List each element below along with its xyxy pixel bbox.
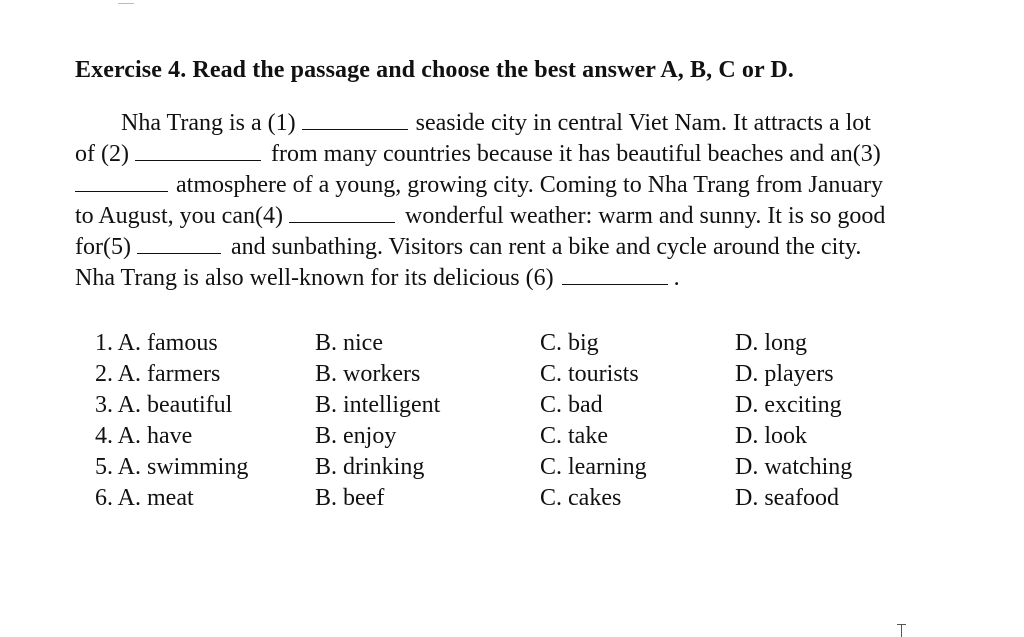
option-d: D. exciting <box>735 392 842 418</box>
option-d: D. watching <box>735 454 853 480</box>
option-a: 6. A. meat <box>95 485 194 511</box>
passage-text: of (2) <box>75 141 129 167</box>
passage-line-1 <box>75 108 990 139</box>
answer-blank-1 <box>302 109 408 130</box>
exercise-title: Exercise 4. Read the passage and choose the best answer A, B, C or D. <box>75 57 794 83</box>
question-row-6 <box>95 485 955 516</box>
question-row-1 <box>95 330 955 361</box>
option-b: B. enjoy <box>315 423 397 449</box>
option-a: 2. A. farmers <box>95 361 221 387</box>
page-edge-mark <box>118 0 134 4</box>
option-c: C. big <box>540 330 599 356</box>
passage-line-6 <box>75 263 990 294</box>
text-cursor-icon <box>897 622 907 637</box>
passage-text: atmosphere of a young, growing city. Coming to Nha Trang from January <box>176 172 884 198</box>
answer-options-list <box>95 330 955 516</box>
option-a: 4. A. have <box>95 423 193 449</box>
option-d: D. players <box>735 361 834 387</box>
option-b: B. drinking <box>315 454 425 480</box>
answer-blank-4 <box>289 202 395 223</box>
reading-passage <box>75 108 990 294</box>
option-c: C. learning <box>540 454 647 480</box>
passage-line-4 <box>75 201 990 232</box>
option-b: B. workers <box>315 361 421 387</box>
passage-line-2 <box>75 139 990 170</box>
option-b: B. beef <box>315 485 385 511</box>
passage-text: and sunbathing. Visitors can rent a bike and cycle around the city. <box>230 234 862 260</box>
passage-line-5 <box>75 232 990 263</box>
option-c: C. cakes <box>540 485 622 511</box>
option-a: 5. A. swimming <box>95 454 249 480</box>
answer-blank-3 <box>75 171 168 192</box>
answer-blank-2 <box>135 140 261 161</box>
option-b: B. nice <box>315 330 383 356</box>
option-d: D. seafood <box>735 485 839 511</box>
passage-text: from many countries because it has beautiful beaches and an(3) <box>270 141 881 167</box>
passage-text: . <box>673 265 680 291</box>
passage-line-3 <box>75 170 990 201</box>
answer-blank-5 <box>137 233 221 254</box>
option-c: C. tourists <box>540 361 639 387</box>
option-a: 3. A. beautiful <box>95 392 233 418</box>
answer-blank-6 <box>562 264 668 285</box>
option-c: C. bad <box>540 392 603 418</box>
passage-text: Nha Trang is a (1) <box>121 110 296 136</box>
option-b: B. intelligent <box>315 392 441 418</box>
option-c: C. take <box>540 423 608 449</box>
option-d: D. look <box>735 423 807 449</box>
passage-text: wonderful weather: warm and sunny. It is so good <box>404 203 886 229</box>
passage-text: for(5) <box>75 234 131 260</box>
question-row-4 <box>95 423 955 454</box>
question-row-5 <box>95 454 955 485</box>
question-row-3 <box>95 392 955 423</box>
option-a: 1. A. famous <box>95 330 218 356</box>
option-d: D. long <box>735 330 807 356</box>
passage-text: to August, you can(4) <box>75 203 283 229</box>
question-row-2 <box>95 361 955 392</box>
passage-text: Nha Trang is also well-known for its delicious (6) <box>75 265 554 291</box>
passage-text: seaside city in central Viet Nam. It attracts a lot <box>415 110 871 136</box>
